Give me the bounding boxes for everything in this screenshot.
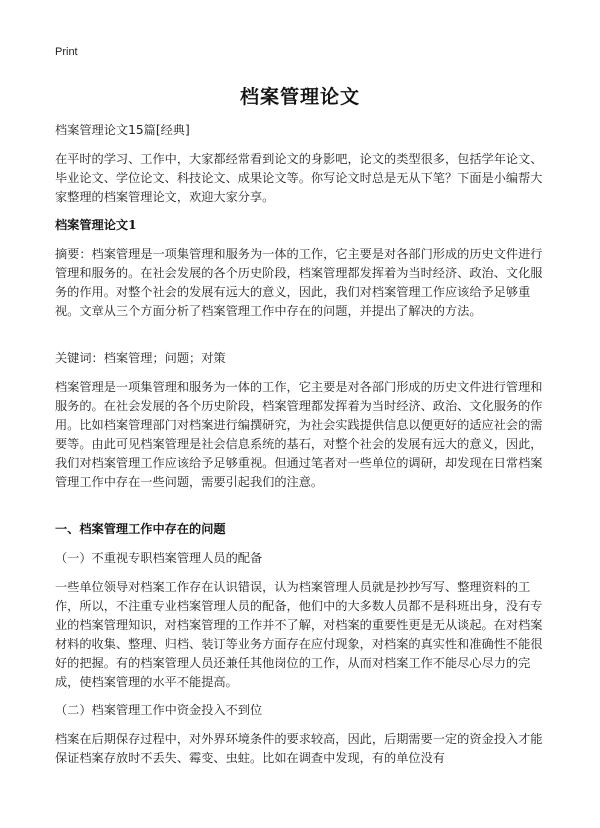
body-paragraph-1: 档案管理是一项集管理和服务为一体的工作，它主要是对各部门形成的历史文件进行管理和服务的。在社会发展的各个历史阶段，档案管理都发挥着为当时经济、政治、文化服务的作用。比如档案管理部门对档案进行编撰研究，为社会实践提供信息以便更好的适应社会的需要等。由此可见档案管理是社会信息系统的基石，对整个社会的发展有远大的意义，因此，我们对档案管理工作应该给予足够重视。但通过笔者对一些单位的调研，却发现在日常档案管理工作中存在一些问题，需要引起我们的注意。 bbox=[55, 380, 543, 489]
body-paragraph-3: 档案在后期保存过程中，对外界环境条件的要求较高，因此，后期需要一定的资金投入才能保证档案存放时不丢失、霉变、虫蛀。比如在调查中发现，有的单位没有 bbox=[55, 732, 543, 765]
abstract-paragraph: 摘要：档案管理是一项集管理和服务为一体的工作，它主要是对各部门形成的历史文件进行管理和服务的。在社会发展的各个历史阶段，档案管理都发挥着为当时经济、政治、文化服务的作用。对整个社会的发展有远大的意义，因此，我们对档案管理工作应该给予足够重视。文章从三个方面分析了档案管理工作中存在的问题，并提出了解决的方法。 bbox=[55, 247, 543, 318]
paper1-heading: 档案管理论文1 bbox=[55, 218, 137, 232]
section-heading-1: 一、档案管理工作中存在的问题 bbox=[55, 522, 226, 536]
keywords-line: 关键词：档案管理；问题；对策 bbox=[55, 351, 226, 365]
print-link[interactable]: Print bbox=[55, 46, 78, 58]
subsection-heading-1: （一）不重视专职档案管理人员的配备 bbox=[55, 551, 263, 565]
body-paragraph-2: 一些单位领导对档案工作存在认识错误，认为档案管理人员就是抄抄写写、整理资料的工作，所以，不注重专业档案管理人员的配备，他们中的大多数人员都不是科班出身，没有专业的档案管理知识，对档案管理的工作并不了解，对档案的重要性更是无从谈起。在对档案材料的收集、整理、归档、装订等业务方面存在应付现象，对档案的真实性和准确性不能很好的把握。有的档案管理人员还兼任其他岗位的工作，从而对档案工作不能尽心尽力的完成，使档案管理的水平不能提高。 bbox=[55, 580, 543, 689]
intro-paragraph: 在平时的学习、工作中，大家都经常看到论文的身影吧，论文的类型很多，包括学年论文、毕业论文、学位论文、科技论文、成果论文等。你写论文时总是无从下笔？下面是小编帮大家整理的档案管理论文，欢迎大家分享。 bbox=[55, 152, 543, 204]
page-title: 档案管理论文 bbox=[239, 86, 360, 108]
document-subtitle: 档案管理论文15篇[经典] bbox=[55, 123, 190, 137]
subsection-heading-2: （二）档案管理工作中资金投入不到位 bbox=[55, 703, 263, 717]
